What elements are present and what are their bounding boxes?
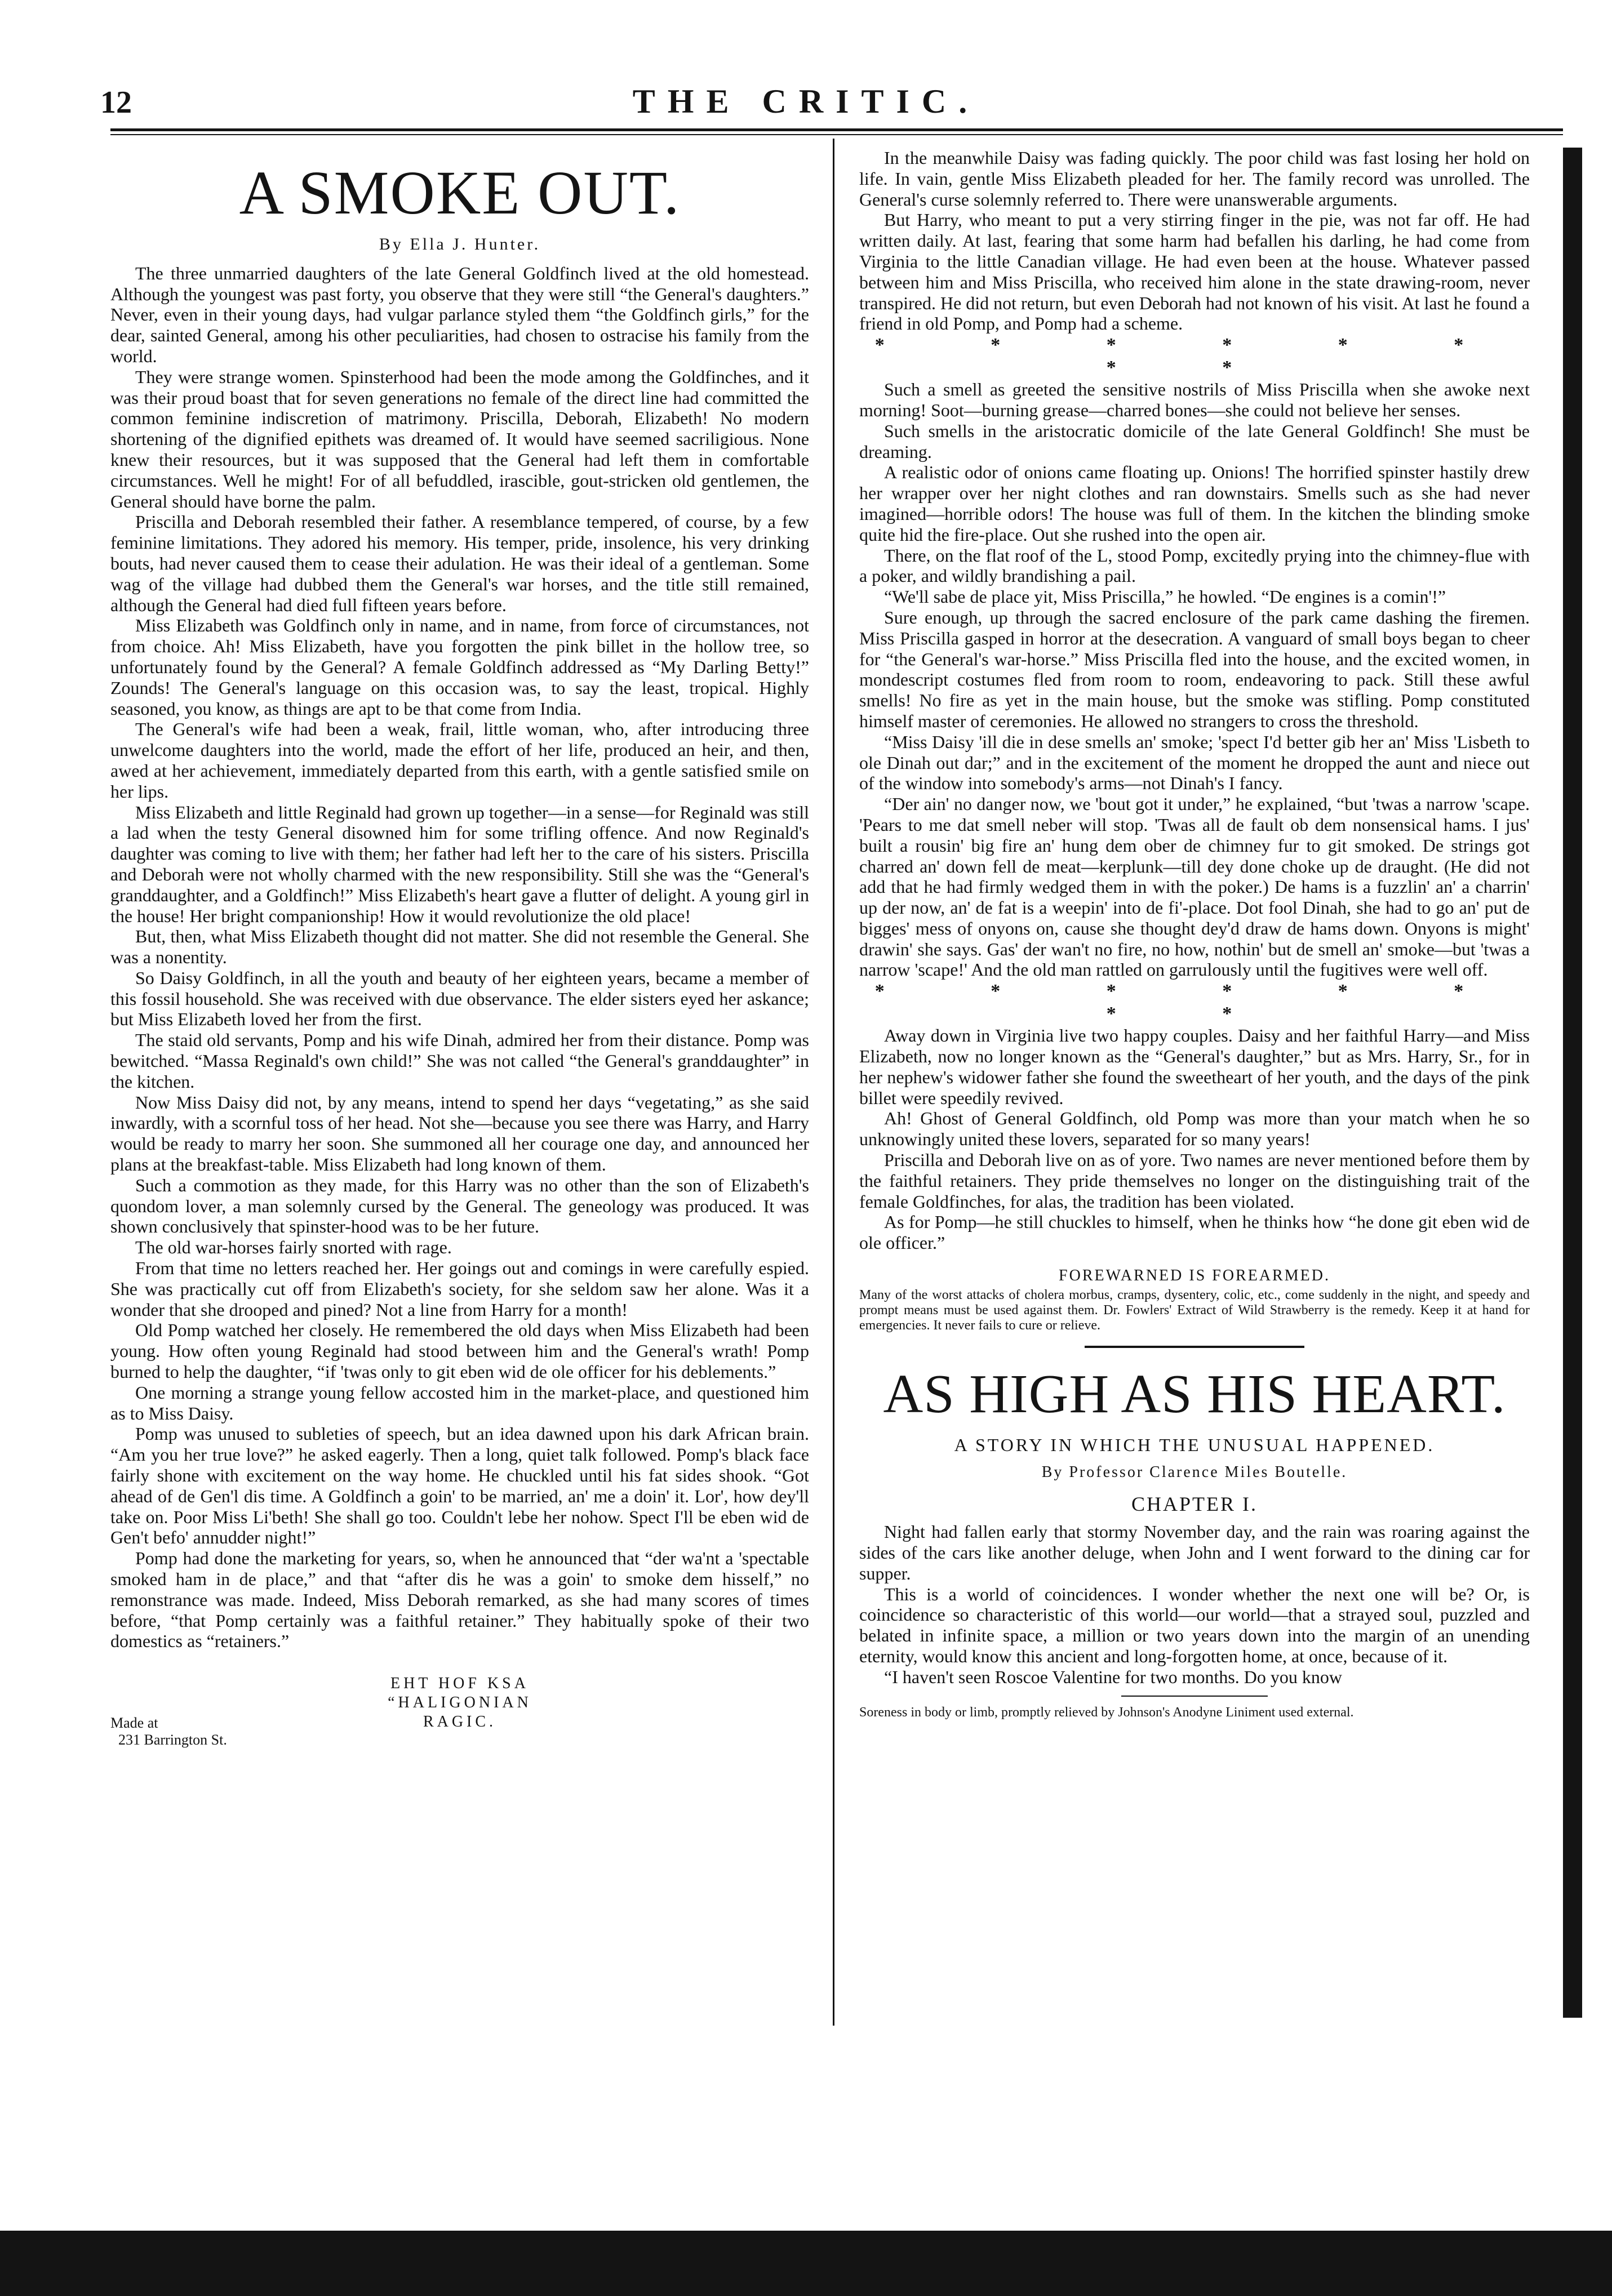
column-divider bbox=[833, 139, 834, 2026]
story2-byline: By Professor Clarence Miles Boutelle. bbox=[1041, 1463, 1348, 1481]
paragraph: They were strange women. Spinsterhood had been the mode among the Goldfinches, and it was their proud boast that for seven generations no female of the direct line had committed the common feminine indiscretion of matrimony. Priscilla, Deborah, Elizabeth! No modern shortening of the dignified epithets was dreamed of. It would have seemed sacriligious. None knew their resources, but it was supposed that the General had left them in comfortable circumstances. Well he might! For of all befuddled, irascible, gout-stricken old gentlemen, the General should have borne the palm. bbox=[110, 366, 809, 511]
ad-line: EHT HOF KSA bbox=[390, 1675, 529, 1693]
paragraph: A realistic odor of onions came floating up. Onions! The horrified spinster hastily drew her wrapper over her night clothes and ran downstairs. Smells such as she had never imagined—horrible odors! The house was full of them. In the kitchen the blinding smoke quite hid the fire-place. Out she rushed into the open air. bbox=[859, 462, 1530, 545]
paragraph: Pomp was unused to subleties of speech, but an idea dawned upon his dark African brain. “Am you her true love?” he asked eagerly. Then a long, quiet talk followed. Pomp's black face fairly shone with excitement on the way home. He chuckled until his fat sides shook. “Got ahead of de Gen'l dis time. A Goldfinch a goin' to be married, an' me a doin' it. Lor', how dey'll take on. Poor Miss Li'beth! She shall go too. Couldn't lebe her nohow. Spect I'll be eben wid de Gen't befo' annudder night!” bbox=[110, 1423, 809, 1548]
section-break-stars: * * * * * * * * bbox=[874, 981, 1515, 1025]
paragraph: “Miss Daisy 'ill die in dese smells an' smoke; 'spect I'd better gib her an' Miss 'Lisbeth to ole Dinah out dar;” and in the excitement of the moment he dropped the aunt and niece out of the window into somebody's arms—not Dinah's I fancy. bbox=[859, 731, 1530, 794]
paragraph: Miss Elizabeth and little Reginald had grown up together—in a sense—for Reginald was still a lad when the testy General disowned him for some trifling offence. And now Reginald's daughter was coming to live with them; her father had left her to the care of his sisters. Priscilla and Deborah were not wholly charmed with the new responsibility. Still she was the “General's granddaughter, and a Goldfinch!” Miss Elizabeth's heart gave a flutter of delight. A young girl in the house! Her bright companionship! How it would revolutionize the old place! bbox=[110, 802, 809, 926]
story-continued-part-c bbox=[859, 1025, 1530, 1253]
masthead: THE CRITIC. bbox=[632, 83, 980, 120]
maker-line: Made at bbox=[110, 1715, 158, 1732]
section-divider bbox=[1085, 1346, 1304, 1348]
paragraph: Such smells in the aristocratic domicile of the late General Goldfinch! She must be dreaming. bbox=[859, 420, 1530, 462]
paragraph: Now Miss Daisy did not, by any means, intend to spend her days “vegetating,” as she said inwardly, with a scornful toss of her head. Not she—because you see there was Harry, and Harry would be ready to marry her soon. She summoned all her courage one day, and announced her plans at the breakfast-table. Miss Elizabeth had long known of them. bbox=[110, 1092, 809, 1175]
story2-subtitle: A STORY IN WHICH THE UNUSUAL HAPPENED. bbox=[954, 1434, 1435, 1455]
notice-title: FOREWARNED IS FOREARMED. bbox=[1059, 1267, 1330, 1285]
story2-body bbox=[859, 1521, 1530, 1687]
paragraph: So Daisy Goldfinch, in all the youth and beauty of her eighteen years, became a member of this fossil household. She was received with due observance. The elder sisters eyed her askance; but Miss Elizabeth loved her from the first. bbox=[110, 967, 809, 1030]
paragraph: “We'll sabe de place yit, Miss Priscilla,” he howled. “De engines is a comin'!” bbox=[884, 586, 1446, 607]
paragraph: The old war-horses fairly snorted with rage. bbox=[135, 1237, 452, 1258]
header-rule bbox=[110, 128, 1563, 131]
paragraph: There, on the flat roof of the L, stood Pomp, excitedly prying into the chimney-flue with a poker, and wildly brandishing a pail. bbox=[859, 545, 1530, 586]
story2-title: AS HIGH AS HIS HEART. bbox=[883, 1363, 1506, 1425]
page-number: 12 bbox=[100, 85, 132, 120]
paragraph: From that time no letters reached her. Her goings out and comings in were carefully espied. She was practically cut off from Elizabeth's society, for she seldom saw her alone. Was it a wonder that she drooped and pined? Not a line from Harry for a month! bbox=[110, 1258, 809, 1320]
notice-text: Many of the worst attacks of cholera morbus, cramps, dysentery, colic, etc., come suddenly in the night, and speedy and prompt means must be used against them. Dr. Fowlers' Extract of Wild Strawberry is the remedy. Keep it at hand for emergencies. It never fails to cure or relieve. bbox=[859, 1287, 1530, 1333]
paragraph: The staid old servants, Pomp and his wife Dinah, admired her from their distance. Pomp was bewitched. “Massa Reginald's own child!” She was not called “the General's granddaughter” in the kitchen. bbox=[110, 1030, 809, 1092]
story-title: A SMOKE OUT. bbox=[239, 158, 681, 227]
section-break-stars: * * * * * * * * bbox=[874, 335, 1515, 379]
story-body bbox=[110, 263, 809, 1652]
paragraph: Priscilla and Deborah live on as of yore. Two names are never mentioned before them by the faithful retainers. They pride themselves no longer on the distinguishing trait of the female Goldfinches, for alas, the tradition has been violated. bbox=[859, 1150, 1530, 1212]
paragraph: “I haven't seen Roscoe Valentine for two months. Do you know bbox=[884, 1666, 1343, 1687]
paragraph: The General's wife had been a weak, frail, little woman, who, after introducing three unwelcome daughters into the world, made the effort of her life, produced an heir, and then, awed at her achievement, immediately departed from this earth, with a gentle satisfied smile on her lips. bbox=[110, 719, 809, 802]
paragraph: But, then, what Miss Elizabeth thought did not matter. She did not resemble the General. She was a nonentity. bbox=[110, 926, 809, 968]
left-column bbox=[110, 148, 809, 1748]
paragraph: The three unmarried daughters of the late General Goldfinch lived at the old homestead. Although the youngest was past forty, you observe that they were still “the General's daughters.” Never, even in their young days, had vulgar parlance styled them “the Goldfinch girls,” for the dear, sainted General, among his other peculiarities, had chosen to ostracise his family from the world. bbox=[110, 262, 809, 366]
paragraph: This is a world of coincidences. I wonder whether the next one will be? Or, is coincidence so characteristic of this world—our world—that a strayed soul, puzzled and belated in infinite space, a million or two years down into the margin of an unending eternity, would know this ancient and long-forgotten home, at once, because of it. bbox=[859, 1583, 1530, 1667]
story-byline: By Ella J. Hunter. bbox=[379, 235, 541, 253]
header-rule-thin bbox=[110, 134, 1563, 135]
paragraph: Priscilla and Deborah resembled their father. A resemblance tempered, of course, by a few feminine limitations. They adored his memory. His temper, pride, insolence, his very drinking bouts, had never caused them to cease their adulation. He was their ideal of a gentleman. Some wag of the village had dubbed them the General's war horses, and the title still remained, although the General had died full fifteen years before. bbox=[110, 511, 809, 615]
story-continued-part-a bbox=[859, 148, 1530, 334]
paragraph: Such a smell as greeted the sensitive nostrils of Miss Priscilla when she awoke next morning! Soot—burning grease—charred bones—she could not believe her senses. bbox=[859, 379, 1530, 420]
maker-line: 231 Barrington St. bbox=[118, 1732, 227, 1748]
paragraph: Night had fallen early that stormy November day, and the rain was roaring against the sides of the cars like another deluge, when John and I went forward to the dining car for supper. bbox=[859, 1521, 1530, 1583]
paragraph: Miss Elizabeth was Goldfinch only in name, and in name, from force of circumstances, not from choice. Ah! Miss Elizabeth, have you forgotten the pink billet in the hollow tree, so unfortunately found by the General? A female Goldfinch addressed as “My Darling Betty!” Zounds! The General's language on this occasion was, to say the least, tropical. Highly seasoned, you know, as things are apt to be that come from India. bbox=[110, 615, 809, 719]
ad-line: “HALIGONIAN bbox=[388, 1694, 532, 1712]
paragraph: Sure enough, up through the sacred enclosure of the park came dashing the firemen. Miss Priscilla gasped in horror at the desecration. A vanguard of small boys began to cheer for “the General's war-horse.” Miss Priscilla fled into the house, and the excited women, in mondescript costumes fled from room to room, endeavoring to pack. Still these awful smells! No fire as yet in the main house, but the smoke was stifling. Pomp constituted himself master of ceremonies. He allowed no strangers to cross the threshold. bbox=[859, 607, 1530, 731]
paragraph: Away down in Virginia live two happy couples. Daisy and her faithful Harry—and Miss Elizabeth, now no longer known as the “General's daughter,” but as Mrs. Harry, Sr., for in her nephew's widower father she found the sweetheart of her youth, and the days of the pink billet were speedily revived. bbox=[859, 1025, 1530, 1108]
footnote: Soreness in body or limb, promptly relieved by Johnson's Anodyne Liniment used external. bbox=[859, 1705, 1354, 1720]
paragraph: Such a commotion as they made, for this Harry was no other than the son of Elizabeth's quondom lover, a man solemnly cursed by the General. The geneology was produced. It was shown conclusively that spinster-hood was to be her future. bbox=[110, 1174, 809, 1237]
ad-line: RAGIC. bbox=[423, 1713, 497, 1731]
page-bottom-edge bbox=[0, 2231, 1612, 2296]
paragraph: Old Pomp watched her closely. He remembered the old days when Miss Elizabeth had been young. How often young Reginald had stood between him and the General's wrath! Pomp burned to help the daughter, “if 'twas only to git eben wid de ole officer for his deblements.” bbox=[110, 1320, 809, 1382]
paragraph: Ah! Ghost of General Goldfinch, old Pomp was more than your match when he so unknowingly united these lovers, separated for so many years! bbox=[859, 1108, 1530, 1150]
chapter-heading: CHAPTER I. bbox=[1131, 1493, 1258, 1516]
paragraph: One morning a strange young fellow accosted him in the market-place, and questioned him as to Miss Daisy. bbox=[110, 1382, 809, 1423]
footnote-rule bbox=[1121, 1696, 1268, 1697]
paragraph: “Der ain' no danger now, we 'bout got it under,” he explained, “but 'twas a narrow 'scape. 'Pears to me dat smell neber will stop. 'Twas all de fault ob dem nonsensical hams. I jus' built a rousin' big fire an' hung dem ober de chimney fur to git smoked. De strings got charred an' down fell de meat—kerplunk—till dey done choke up de draught. (He did not add that he had firmly wedged them in with the poker.) De hams is a fuzzlin' an' a charrin' up der now, an' de fat is a weepin' into de fi'-place. Dot fool Dinah, she had to go an' put de bigges' mess of onyons on, cause she thought dey'd draw de hams down. Onyons is might' drawin' she says. Gas' der wan't no fire, no how, nothin' but de smell an' smoke—but 'twas a narrow 'scape!' And the old man rattled on garrulously until the fugitives were well off. bbox=[859, 794, 1530, 980]
paragraph: Pomp had done the marketing for years, so, when he announced that “der wa'nt a 'spectable smoked ham in de place,” and that “after dis he was a goin' to smoke dem hisself,” no remonstrance was made. Indeed, Miss Deborah remarked, as she had many scores of times before, “that Pomp certainly was a faithful retainer.” They habitually spoke of their two domestics as “retainers.” bbox=[110, 1548, 809, 1652]
page-edge-shadow bbox=[1563, 148, 1582, 2018]
story-continued-part-b bbox=[859, 379, 1530, 980]
right-column bbox=[859, 148, 1530, 1720]
paragraph: But Harry, who meant to put a very stirring finger in the pie, was not far off. He had written daily. At last, fearing that some harm had befallen his darling, he had come from Virginia to the little Canadian village. He had even been at the house. Whatever passed between him and Miss Priscilla, who received him alone in the state drawing-room, never transpired. He did not return, but even Deborah had not known of his visit. At last he found a friend in old Pomp, and Pomp had a scheme. bbox=[859, 210, 1530, 334]
paragraph: As for Pomp—he still chuckles to himself, when he thinks how “he done git eben wid de ole officer.” bbox=[859, 1212, 1530, 1253]
paragraph: In the meanwhile Daisy was fading quickly. The poor child was fast losing her hold on life. In vain, gentle Miss Elizabeth pleaded for her. The family record was unrolled. The General's curse solemnly referred to. There were unanswerable arguments. bbox=[859, 148, 1530, 210]
